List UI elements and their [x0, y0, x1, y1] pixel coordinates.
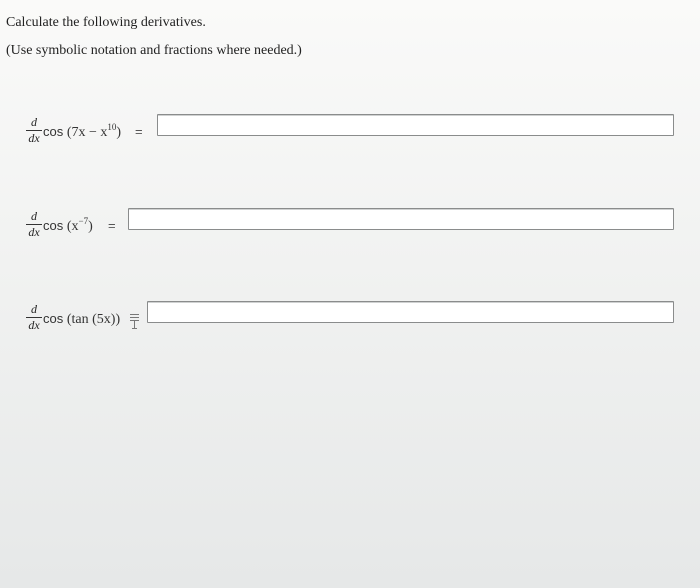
problem-2: [26, 210, 686, 250]
function-expression: [43, 124, 121, 141]
function-argument: $(7x - x^{10})$: [66, 122, 122, 140]
derivative-denominator: dx: [28, 131, 40, 145]
function-name: cos: [43, 311, 64, 326]
derivative-operator: [26, 210, 42, 239]
instructions-line-2: (Use symbolic notation and fractions where needed.): [6, 43, 302, 58]
problem-1: [26, 116, 686, 156]
derivative-numerator: d: [31, 209, 37, 223]
answer-input-2[interactable]: [128, 208, 674, 230]
answer-input-1[interactable]: [157, 114, 674, 136]
derivative-denominator: dx: [28, 225, 40, 239]
function-argument: $(x^{-7})$: [66, 216, 93, 234]
answer-input-3[interactable]: [147, 301, 674, 323]
derivative-denominator: dx: [28, 318, 40, 332]
equals-sign-garbled-icon: [129, 311, 141, 331]
problem-3: [26, 303, 686, 343]
function-expression: [43, 218, 93, 235]
function-argument: (tan (5x)): [66, 312, 121, 327]
derivative-numerator: d: [31, 115, 37, 129]
instructions: [6, 9, 302, 65]
function-expression: [43, 311, 120, 328]
equals-sign: =: [108, 218, 116, 233]
derivative-operator: [26, 116, 42, 145]
function-name: cos: [43, 218, 64, 233]
derivative-numerator: d: [31, 302, 37, 316]
equals-sign: =: [135, 124, 143, 139]
instructions-line-1: Calculate the following derivatives.: [6, 15, 206, 30]
function-name: cos: [43, 124, 64, 139]
derivative-operator: [26, 303, 42, 332]
